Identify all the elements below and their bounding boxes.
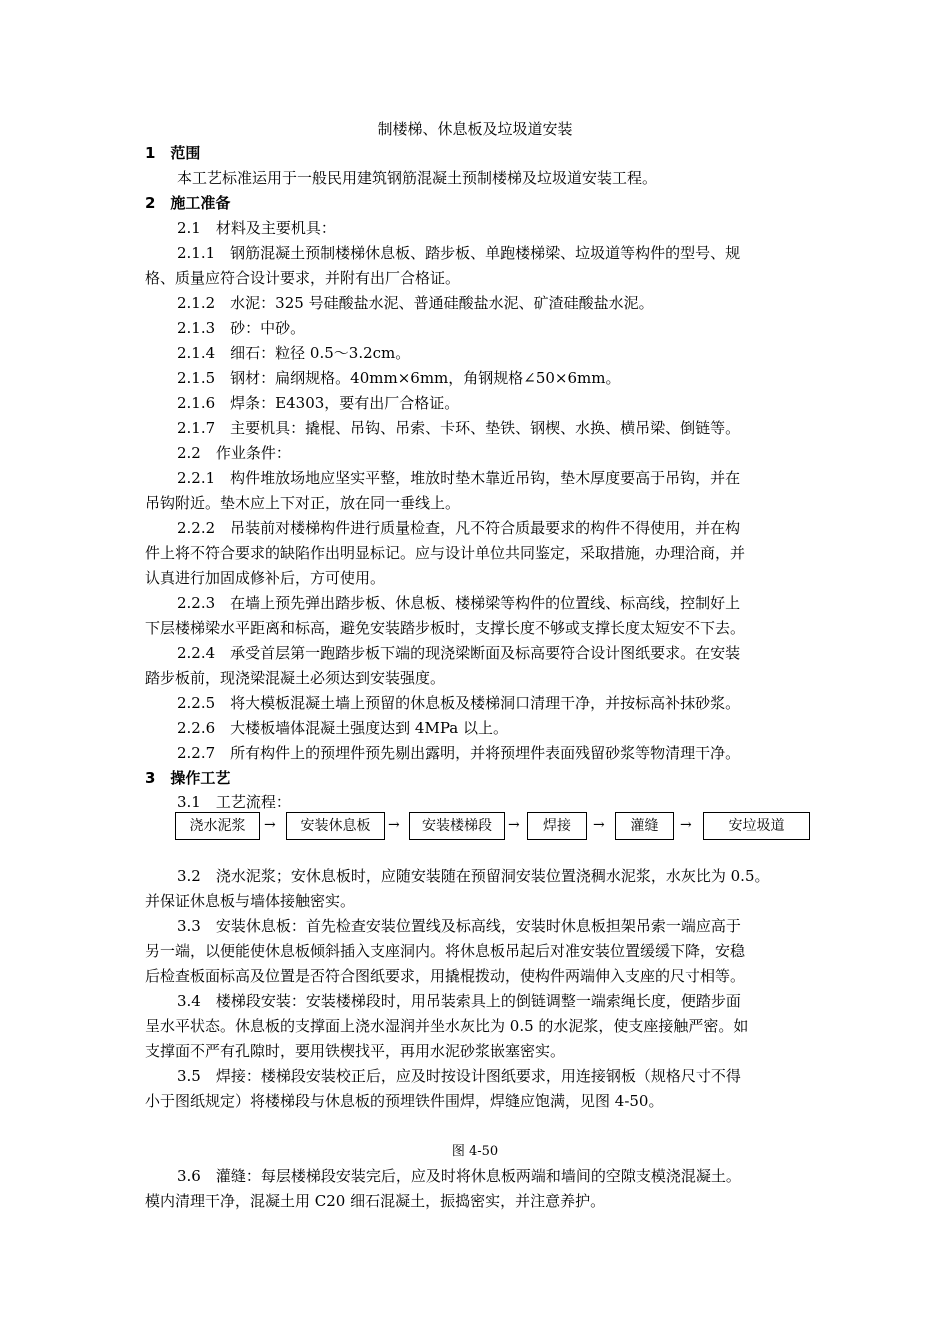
flow-step: 浇水泥浆 bbox=[175, 812, 260, 840]
paragraph-line: 2.1.5 钢材：扁纲规格。40mm×6mm，角钢规格∠50×6mm。 bbox=[177, 369, 621, 387]
arrow-right-icon: → bbox=[593, 817, 605, 833]
paragraph-line: 2.2.2 吊装前对楼梯构件进行质量检查，凡不符合质最要求的构件不得使用，并在构 bbox=[177, 519, 741, 537]
paragraph-line: 2.2.3 在墙上预先弹出踏步板、休息板、楼梯梁等构件的位置线、标高线，控制好上 bbox=[177, 594, 741, 612]
paragraph-line: 吊钩附近。垫木应上下对正，放在同一垂线上。 bbox=[145, 494, 461, 512]
flow-step: 安垃圾道 bbox=[703, 812, 810, 840]
arrow-right-icon: → bbox=[680, 817, 692, 833]
arrow-right-icon: → bbox=[388, 817, 400, 833]
paragraph-line: 2.2.7 所有构件上的预埋件预先剔出露明，并将预埋件表面残留砂浆等物清理干净。 bbox=[177, 744, 741, 762]
flow-step: 安装休息板 bbox=[286, 812, 385, 840]
figure-caption: 图 4-50 bbox=[451, 1144, 499, 1159]
paragraph-line: 2.2.5 将大模板混凝土墙上预留的休息板及楼梯洞口清理干净，并按标高补抹砂浆。 bbox=[177, 694, 741, 712]
paragraph-line: 后检查板面标高及位置是否符合图纸要求，用撬棍拨动，使构件两端伸入支座的尺寸相等。 bbox=[145, 967, 746, 985]
paragraph-line: 3.2 浇水泥浆；安休息板时，应随安装随在预留洞安装位置浇稠水泥浆，水灰比为 0.5。 bbox=[177, 867, 770, 885]
flow-step: 灌缝 bbox=[615, 812, 674, 840]
paragraph-line: 3.4 楼梯段安装：安装楼梯段时，用吊装索具上的倒链调整一端索绳长度，便踏步面 bbox=[177, 992, 741, 1010]
paragraph-line: 并保证休息板与墙体接触密实。 bbox=[145, 892, 356, 910]
paragraph-line: 认真进行加固成修补后，方可使用。 bbox=[145, 569, 386, 587]
section-heading: 2 施工准备 bbox=[145, 194, 231, 212]
paragraph-line: 2.1.1 钢筋混凝土预制楼梯休息板、踏步板、单跑楼梯梁、垃圾道等构件的型号、规 bbox=[177, 244, 741, 262]
paragraph-line: 件上将不符合要求的缺陷作出明显标记。应与设计单位共同鉴定，采取措施，办理洽商，并 bbox=[145, 544, 746, 562]
arrow-right-icon: → bbox=[508, 817, 520, 833]
section-heading: 3 操作工艺 bbox=[145, 769, 231, 787]
flow-step: 焊接 bbox=[527, 812, 587, 840]
paragraph-line: 本工艺标准运用于一般民用建筑钢筋混凝土预制楼梯及垃圾道安装工程。 bbox=[177, 169, 658, 187]
paragraph-line: 2.1.6 焊条：E4303，要有出厂合格证。 bbox=[177, 394, 460, 412]
paragraph-line: 另一端，以便能使休息板倾斜插入支座洞内。将休息板吊起后对准安装位置缓缓下降，安稳 bbox=[145, 942, 746, 960]
section-heading: 1 范围 bbox=[145, 144, 201, 162]
paragraph-line: 3.1 工艺流程： bbox=[177, 793, 291, 811]
paragraph-line: 2.1.7 主要机具：撬棍、吊钩、吊索、卡环、垫铁、钢楔、水换、横吊梁、倒链等。 bbox=[177, 419, 741, 437]
paragraph-line: 2.1.2 水泥：325 号硅酸盐水泥、普通硅酸盐水泥、矿渣硅酸盐水泥。 bbox=[177, 294, 654, 312]
paragraph-line: 支撑面不严有孔隙时，要用铁楔找平，再用水泥砂浆嵌塞密实。 bbox=[145, 1042, 566, 1060]
paragraph-line: 小于图纸规定）将楼梯段与休息板的预埋铁件围焊，焊缝应饱满，见图 4-50。 bbox=[145, 1092, 664, 1110]
paragraph-line: 3.3 安装休息板：首先检查安装位置线及标高线，安装时休息板担架吊索一端应高于 bbox=[177, 917, 741, 935]
paragraph-line: 2.1 材料及主要机具： bbox=[177, 219, 336, 237]
paragraph-line: 下层楼梯梁水平距离和标高，避免安装踏步板时，支撑长度不够或支撑长度太短安不下去。 bbox=[145, 619, 746, 637]
paragraph-line: 2.2 作业条件： bbox=[177, 444, 291, 462]
paragraph-line: 2.2.4 承受首层第一跑踏步板下端的现浇梁断面及标高要符合设计图纸要求。在安装 bbox=[177, 644, 741, 662]
paragraph-line: 3.5 焊接：楼梯段安装校正后，应及时按设计图纸要求，用连接钢板（规格尺寸不得 bbox=[177, 1067, 741, 1085]
arrow-right-icon: → bbox=[264, 817, 276, 833]
paragraph-line: 呈水平状态。休息板的支撑面上浇水湿润并坐水灰比为 0.5 的水泥浆，使支座接触严密。如 bbox=[145, 1017, 749, 1035]
paragraph-line: 踏步板前，现浇梁混凝土必须达到安装强度。 bbox=[145, 669, 446, 687]
paragraph-line: 2.2.6 大楼板墙体混凝土强度达到 4MPa 以上。 bbox=[177, 719, 508, 737]
paragraph-line: 2.1.3 砂：中砂。 bbox=[177, 319, 306, 337]
paragraph-line: 模内清理干净，混凝土用 C20 细石混凝土，振捣密实，并注意养护。 bbox=[145, 1192, 606, 1210]
page-title: 制楼梯、休息板及垃圾道安装 bbox=[377, 120, 573, 138]
paragraph-line: 2.1.4 细石：粒径 0.5～3.2cm。 bbox=[177, 344, 411, 362]
paragraph-line: 格、质量应符合设计要求，并附有出厂合格证。 bbox=[145, 269, 461, 287]
paragraph-line: 2.2.1 构件堆放场地应坚实平整，堆放时垫木靠近吊钩，垫木厚度要高于吊钩，并在 bbox=[177, 469, 741, 487]
flow-step: 安装楼梯段 bbox=[409, 812, 505, 840]
paragraph-line: 3.6 灌缝：每层楼梯段安装完后，应及时将休息板两端和墙间的空隙支模浇混凝土。 bbox=[177, 1167, 741, 1185]
